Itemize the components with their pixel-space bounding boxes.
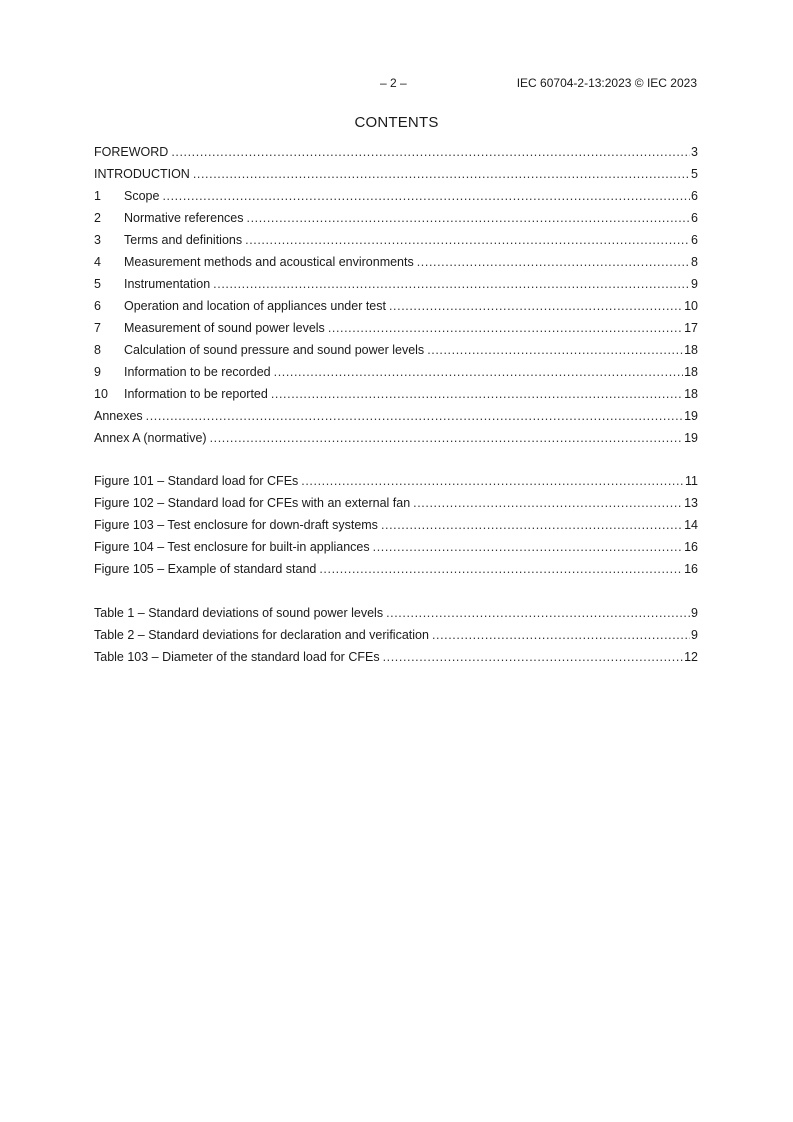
toc-figures-section — [94, 473, 698, 583]
toc-entry-title: INTRODUCTION — [94, 167, 190, 181]
toc-entry-title: Information to be recorded — [124, 365, 271, 379]
toc-entry-title: Operation and location of appliances under test — [124, 299, 386, 313]
toc-entry[interactable] — [94, 254, 698, 276]
toc-entry-title: Information to be reported — [124, 387, 268, 401]
toc-entry[interactable] — [94, 408, 698, 430]
toc-entry[interactable] — [94, 210, 698, 232]
toc-entry-title: Terms and definitions — [124, 233, 243, 247]
toc-entry-title: Table 1 – Standard deviations of sound power levels — [94, 606, 384, 620]
toc-entry[interactable] — [94, 649, 698, 671]
toc-entry[interactable] — [94, 605, 698, 627]
toc-entry-title: FOREWORD — [94, 145, 169, 159]
toc-dot-leader — [417, 254, 690, 270]
toc-entry-title: Figure 103 – Test enclosure for down-draft systems — [94, 518, 378, 532]
toc-entry-title: Figure 102 – Standard load for CFEs with an external fan — [94, 496, 411, 510]
toc-dot-leader — [271, 386, 683, 402]
toc-entry-number: 7 — [94, 321, 101, 335]
toc-dot-leader — [373, 539, 683, 555]
toc-tables-section — [94, 605, 698, 671]
toc-dot-leader — [328, 320, 683, 336]
toc-entry-title: Normative references — [124, 211, 244, 225]
toc-entry[interactable] — [94, 539, 698, 561]
toc-dot-leader — [193, 166, 690, 182]
page-title: CONTENTS — [354, 114, 439, 131]
toc-dot-leader — [432, 627, 690, 643]
toc-dot-leader — [386, 605, 690, 621]
page-number: – 2 – — [380, 76, 407, 90]
toc-entry[interactable] — [94, 166, 698, 188]
toc-entry-page: 13 — [684, 496, 698, 510]
toc-entry-title: Measurement methods and acoustical environments — [124, 255, 414, 269]
toc-dot-leader — [413, 495, 683, 511]
toc-dot-leader — [274, 364, 683, 380]
toc-entry-page: 5 — [691, 167, 698, 181]
toc-entry-number: 3 — [94, 233, 101, 247]
toc-entry[interactable] — [94, 627, 698, 649]
toc-entry[interactable] — [94, 320, 698, 342]
toc-entry-number: 5 — [94, 277, 101, 291]
toc-entry-title: Table 103 – Diameter of the standard load for CFEs — [94, 650, 380, 664]
toc-entry[interactable] — [94, 561, 698, 583]
toc-entry-page: 17 — [684, 321, 698, 335]
toc-entry[interactable] — [94, 517, 698, 539]
toc-entry-page: 9 — [691, 277, 698, 291]
toc-dot-leader — [146, 408, 683, 424]
toc-dot-leader — [389, 298, 683, 314]
toc-entry[interactable] — [94, 386, 698, 408]
toc-entry-page: 6 — [691, 233, 698, 247]
toc-entry-title: Scope — [124, 189, 160, 203]
toc-entry-page: 6 — [691, 211, 698, 225]
toc-entry[interactable] — [94, 188, 698, 210]
toc-entry-page: 16 — [684, 562, 698, 576]
toc-entry[interactable] — [94, 364, 698, 386]
toc-dot-leader — [171, 144, 690, 160]
toc-entry-title: Annex A (normative) — [94, 431, 207, 445]
toc-dot-leader — [301, 473, 684, 489]
toc-dot-leader — [245, 232, 690, 248]
toc-entry-title: Table 2 – Standard deviations for declaration and verification — [94, 628, 429, 642]
toc-entry-page: 16 — [684, 540, 698, 554]
toc-dot-leader — [210, 430, 684, 446]
toc-entry-number: 1 — [94, 189, 101, 203]
toc-entry-title: Figure 105 – Example of standard stand — [94, 562, 317, 576]
page-header — [0, 76, 793, 92]
toc-entry[interactable] — [94, 473, 698, 495]
toc-entry-page: 14 — [684, 518, 698, 532]
toc-entry-page: 3 — [691, 145, 698, 159]
toc-entry-title: Measurement of sound power levels — [124, 321, 325, 335]
toc-entry-page: 12 — [684, 650, 698, 664]
toc-entry-number: 10 — [94, 387, 108, 401]
toc-entry[interactable] — [94, 342, 698, 364]
toc-entry-title: Annexes — [94, 409, 143, 423]
toc-entry-title: Figure 104 – Test enclosure for built-in appliances — [94, 540, 370, 554]
toc-entry-number: 9 — [94, 365, 101, 379]
toc-entry-number: 4 — [94, 255, 101, 269]
toc-entry-page: 9 — [691, 628, 698, 642]
toc-dot-leader — [381, 517, 683, 533]
toc-entry-number: 6 — [94, 299, 101, 313]
toc-entry-number: 2 — [94, 211, 101, 225]
toc-dot-leader — [427, 342, 683, 358]
toc-entry-page: 11 — [685, 474, 698, 488]
document-id: IEC 60704-2-13:2023 © IEC 2023 — [516, 76, 697, 90]
toc-entry-number: 8 — [94, 343, 101, 357]
toc-dot-leader — [383, 649, 684, 665]
toc-dot-leader — [162, 188, 690, 204]
toc-entry[interactable] — [94, 232, 698, 254]
toc-entry[interactable] — [94, 298, 698, 320]
toc-entry-page: 18 — [684, 343, 698, 357]
toc-entry[interactable] — [94, 495, 698, 517]
toc-entry-page: 18 — [684, 365, 698, 379]
toc-entry[interactable] — [94, 276, 698, 298]
toc-entry-page: 6 — [691, 189, 698, 203]
toc-entry-title: Calculation of sound pressure and sound power levels — [124, 343, 425, 357]
toc-entry[interactable] — [94, 430, 698, 452]
toc-main-section — [94, 144, 698, 452]
toc-entry-page: 18 — [684, 387, 698, 401]
toc-entry[interactable] — [94, 144, 698, 166]
toc-entry-title: Figure 101 – Standard load for CFEs — [94, 474, 299, 488]
toc-entry-page: 19 — [684, 431, 698, 445]
toc-entry-title: Instrumentation — [124, 277, 211, 291]
toc-entry-page: 9 — [691, 606, 698, 620]
toc-dot-leader — [213, 276, 690, 292]
toc-entry-page: 8 — [691, 255, 698, 269]
toc-dot-leader — [247, 210, 691, 226]
toc-dot-leader — [319, 561, 683, 577]
toc-entry-page: 10 — [684, 299, 698, 313]
toc-entry-page: 19 — [684, 409, 698, 423]
